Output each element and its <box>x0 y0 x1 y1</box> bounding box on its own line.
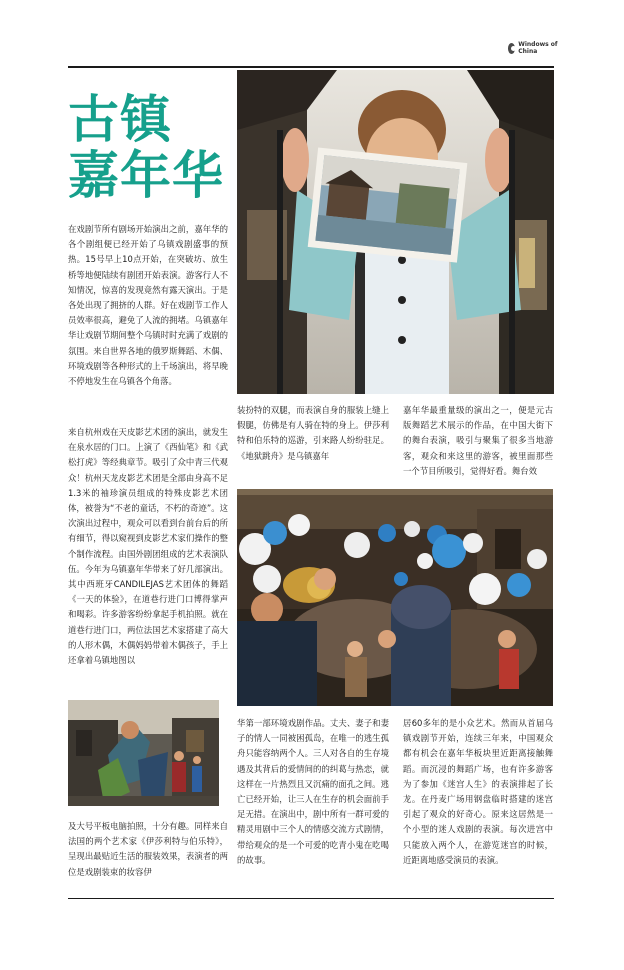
body-text-col3-top: 嘉年华最重量级的演出之一，便是元古版舞蹈艺术展示的作品，在中国大街下的舞台表演，吸引与聚集了很多当地游客，观众和来这里的游客，被里面那些一个节目所吸引，觉得好看。舞台效 <box>403 405 553 476</box>
body-text-col1-para1: 在戏剧节所有剧场开始演出之前，嘉年华的各个剧组便已经开始了乌镇戏剧盛事的预热。15号早上10点开始，在突破坊、放生桥等地便陆续有剧团开始表演。游客行人不知情况，惊喜的发现竟然有露天演出。于是各处出现了拥挤的人群。好在戏剧节工作人员效率很高，避免了人流的拥堵。乌镇嘉年华让戏剧节期间整个乌镇时时充满了戏剧的氛围。来自世界各地的俄罗斯舞蹈、木偶、环境戏剧等各种形式的上千场演出，将早晚不停地发生在乌镇各个角落。 <box>68 224 228 387</box>
body-text-col1-para2: 来自杭州戏在天皮影艺术团的演出，就发生在泉水居的门口。上演了《西仙笔》和《武松打虎》等经典章节。吸引了众中青三代观众！杭州天龙皮影艺术团是全部由身高不足1.3米的袖珍演员组成的特殊皮影艺术团体，被誉为“不老的童话，不朽的奇迹”。这次演出过程中，观众可以看到台前台后的所有细节，得以窥视到皮影艺术家们操作的整个制作流程。由国外剧团组成的艺术表演队伍。今年为乌镇嘉年华带来了好几部演出。其中西班牙CANDILEJAS艺术团体的舞蹈《一天的体验》，在道巷行进门口博得掌声和喝彩。许多游客纷纷拿起手机拍照。就在道巷行进门口，两位法国艺术家搭建了高大的人形木偶，木偶妈妈带着木偶孩子，手上还拿着乌镇地图以 <box>68 427 228 666</box>
article-title <box>68 92 233 204</box>
body-text-col1-para3: 及大号平板电脑拍照，十分有趣。同样来自法国的两个艺术家《伊莎利特与伯乐特》，呈现出最贴近生活的服装效果，表演者的两位是戏剧装束的妆容伊 <box>68 821 228 877</box>
street-parade-photo <box>68 700 219 806</box>
logo-icon <box>508 43 515 54</box>
street-parade-photo-graphic <box>68 700 219 806</box>
body-text-col2-bottom: 华第一部环境戏剧作品。丈夫、妻子和妻子的情人一同被困孤岛，在唯一的逃生孤舟只能容纳两个人。三人对各自的生存境遇及其背后的爱情间的的纠葛与热恋，就这样在一片热烈且又沉痛的面孔之间。逃亡已经开始，让三人在生存的机会面前手足无措。在演出中，剧中所有一群可爱的精灵用剧中三个人的情感交流方式剧情，带给观众的是一个可爱的吃青小鬼在吃喝的故事。 <box>237 718 389 865</box>
title-line-2: 嘉年华 <box>68 146 225 206</box>
publication-logo <box>508 38 558 58</box>
bottom-rule <box>68 898 554 899</box>
body-text-col2-top: 装扮特的双腿，而表演自身的服装上缝上假腿，仿佛是有人骑在特的身上。伊莎利特和伯乐特的巡游，引来路人纷纷驻足。《地狱跳舟》是乌镇嘉年 <box>237 405 389 461</box>
brass-band-photo <box>237 489 553 706</box>
title-line-1: 古镇 <box>68 90 173 150</box>
giant-puppet-photo <box>237 70 554 394</box>
giant-puppet-photo-graphic <box>237 70 554 394</box>
top-rule <box>68 66 554 68</box>
logo-text: Windows of China <box>518 41 558 55</box>
brass-band-photo-graphic <box>237 489 553 706</box>
body-text-col3-bottom: 居60多年的是小众艺术。然而从首届乌镇戏剧节开始，连续三年来，中国观众都有机会在嘉年华板块里近距离接触舞蹈。而沉浸的舞蹈广场，也有许多游客为了参加《迷宫人生》的表演排起了长龙。在丹麦广场用钢盘临时搭建的迷宫引起了观众的好奇心。原来这居然是一个小型的迷人戏剧的表演。每次进宫中只能放入两个人，在游览迷宫的时候，近距离地感受演员的表演。 <box>403 718 553 865</box>
